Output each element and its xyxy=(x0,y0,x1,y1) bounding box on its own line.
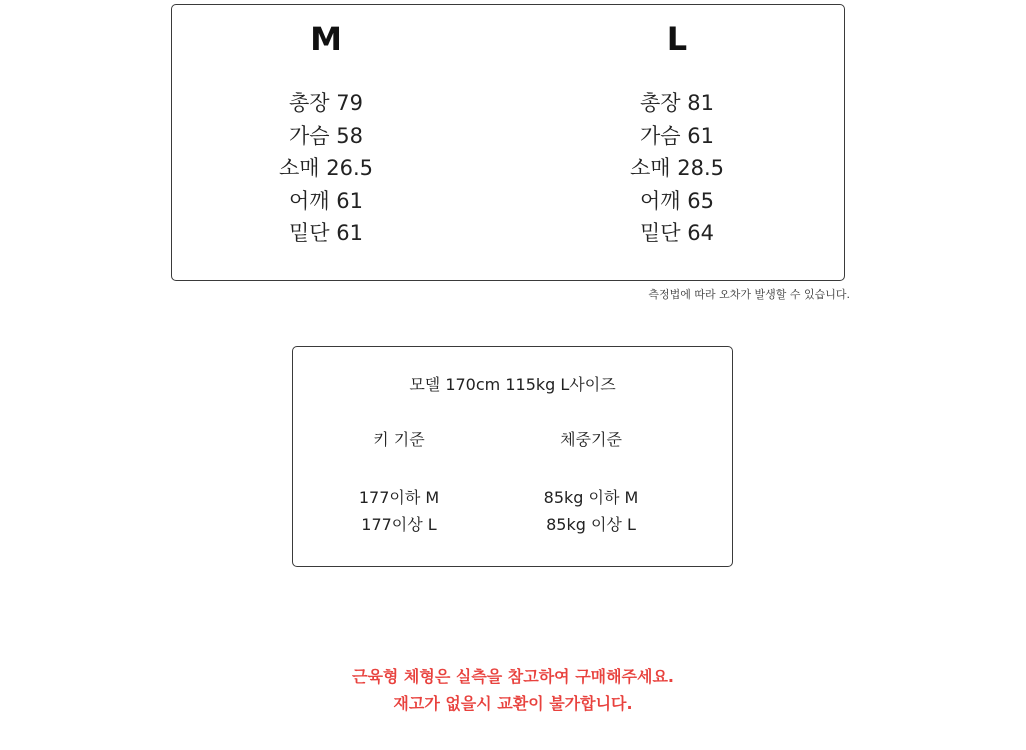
weight-reference-row: 85kg 이상 L xyxy=(546,515,636,534)
notice-line-exchange: 재고가 없을시 교환이 불가합니다. xyxy=(393,694,633,713)
size-heading-l: L xyxy=(666,20,688,58)
size-chart-box xyxy=(171,4,845,281)
measurement-shoulder-l: 어깨 65 xyxy=(640,188,714,213)
height-reference-label: 키 기준 xyxy=(373,430,425,449)
height-reference-column xyxy=(309,429,489,538)
weight-reference-row: 85kg 이하 M xyxy=(543,488,639,507)
model-info-box xyxy=(292,346,733,567)
measurement-chest-m: 가슴 58 xyxy=(289,123,363,148)
measurement-note: 측정법에 따라 오차가 발생할 수 있습니다. xyxy=(648,288,850,301)
size-heading-m: M xyxy=(310,20,342,58)
size-column-l xyxy=(557,19,797,250)
height-reference-row: 177이상 L xyxy=(361,515,437,534)
measurement-hem-m: 밑단 61 xyxy=(289,221,363,245)
model-info-title: 모델 170cm 115kg L사이즈 xyxy=(409,375,616,394)
height-reference-row: 177이하 M xyxy=(358,488,440,507)
size-column-m xyxy=(206,19,446,250)
measurement-sleeve-l: 소매 28.5 xyxy=(629,156,724,180)
weight-reference-label: 체중기준 xyxy=(560,430,622,449)
purchase-notice xyxy=(0,663,1026,717)
measurement-total-length-l: 총장 81 xyxy=(640,91,714,115)
notice-line-fit: 근육형 체형은 실측을 참고하여 구매해주세요. xyxy=(351,667,675,686)
measurement-chest-l: 가슴 61 xyxy=(640,123,714,148)
measurement-sleeve-m: 소매 26.5 xyxy=(278,156,373,180)
weight-reference-column xyxy=(501,429,681,538)
measurement-total-length-m: 총장 79 xyxy=(289,91,363,115)
measurement-shoulder-m: 어깨 61 xyxy=(289,188,363,213)
measurement-hem-l: 밑단 64 xyxy=(640,221,714,245)
